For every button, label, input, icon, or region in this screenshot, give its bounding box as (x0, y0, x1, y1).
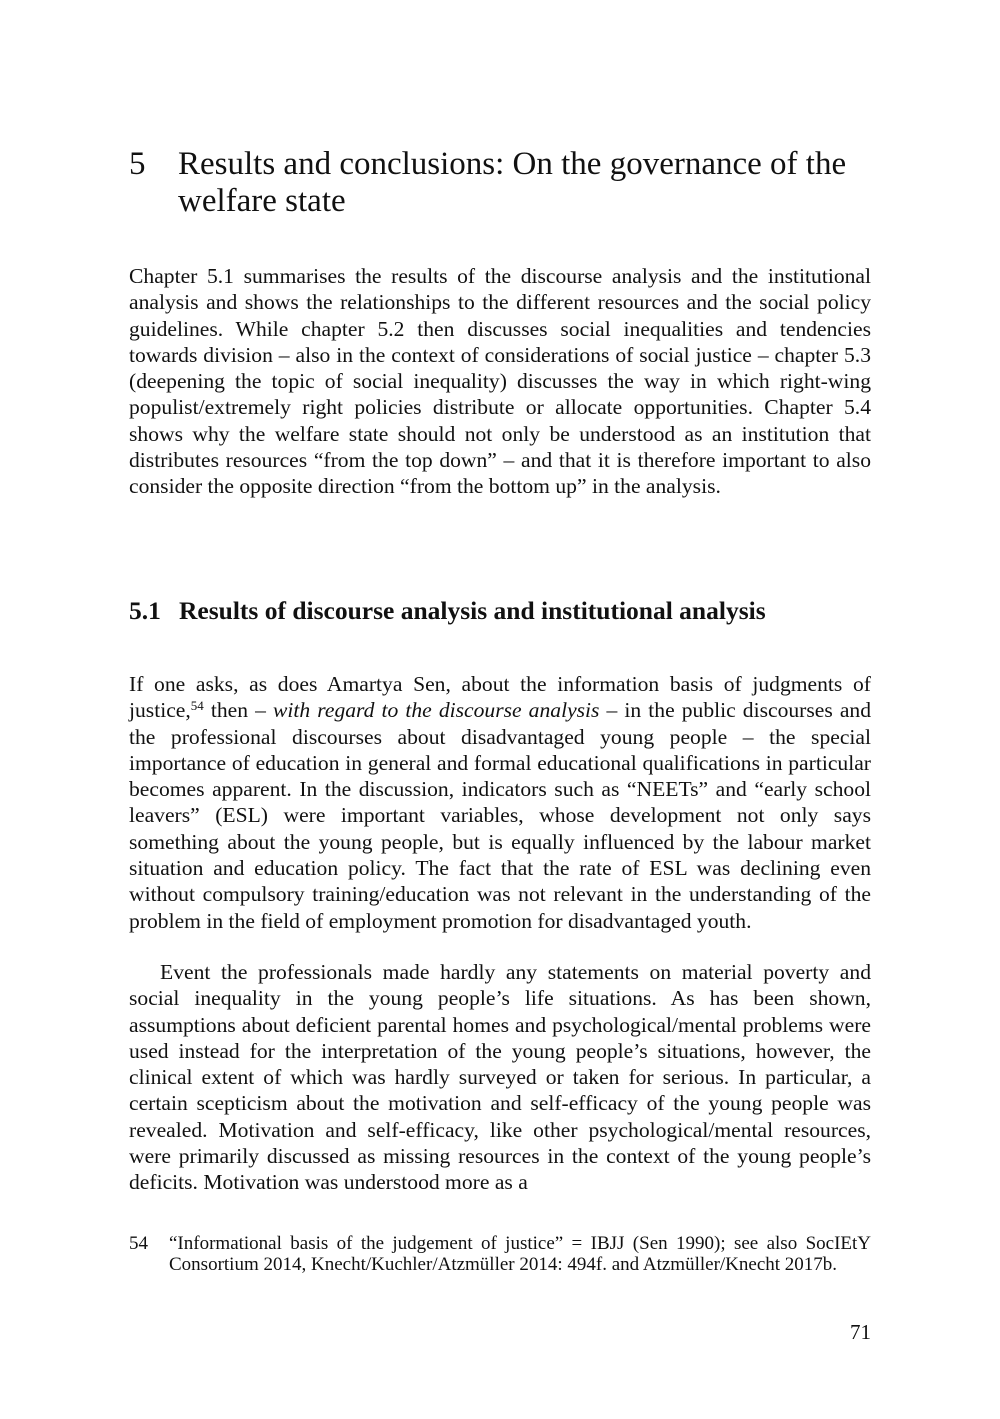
paragraph-1-text-b: then – (203, 698, 273, 723)
paragraph-1-text-a: If one asks, as does Amartya Sen, about the information basis of judgments of justice, (129, 672, 871, 723)
paragraph-1-text-c: – in the public discourses and the professional discourses about disadvantaged young people – the special importance of education in general and formal educational qualifications in particular becomes apparent. In the discussion, indicators such as “NEETs” and “early school leavers” (ESL) were important variables, whose development not only says something about the young people, but is equally influenced by the labour market situation and education policy. The fact that the rate of ESL was declining even without compulsory training/education was not relevant in the understanding of the problem in the field of employment promotion for disadvantaged youth. (129, 698, 871, 933)
section-number: 5.1 (129, 596, 161, 625)
footnote-reference: 54 (190, 698, 204, 714)
page-number: 71 (850, 1320, 871, 1344)
footnote-text: “Informational basis of the judgement of justice” = IBJJ (Sen 1990); see also SocIEtY Consortium 2014, Knecht/Kuchler/Atzmüller 2014: 494f. and Atzmüller/Knecht 2017b. (169, 1233, 871, 1275)
paragraph-1-italic: with regard to the discourse analysis (272, 698, 600, 723)
body-paragraph-2: Event the professionals made hardly any statements on material poverty and social inequality in the young people’s life situations. As has been shown, assumptions about deficient parental homes and psychological/mental problems were used instead for the interpretation of the young people’s situations, however, the clinical extent of which was hardly surveyed or taken for serious. In particular, a certain scepticism about the motivation and self-efficacy of the young people was revealed. Motivation and self-efficacy, like other psychological/mental resources, were primarily discussed as missing resources in the context of the young people’s deficits. Motivation was understood more as a (129, 960, 871, 1195)
chapter-heading (129, 146, 889, 220)
intro-paragraph: Chapter 5.1 summarises the results of the discourse analysis and the institutional analysis and shows the relationships to the different resources and the social policy guidelines. While chapter 5.2 then discusses social inequalities and tendencies towards division – also in the context of considerations of social justice – chapter 5.3 (deepening the topic of social inequality) discusses the way in which right-wing populist/extremely right policies distribute or allocate opportunities. Chapter 5.4 shows why the welfare state should not only be understood as an institution that distributes resources “from the top down” – and that it is therefore important to also consider the opposite direction “from the bottom up” in the analysis. (129, 264, 871, 499)
footnote (129, 1233, 871, 1275)
section-title: Results of discourse analysis and institutional analysis (179, 596, 766, 625)
footnote-number: 54 (129, 1233, 148, 1254)
chapter-title: Results and conclusions: On the governance of the welfare state (178, 146, 847, 219)
chapter-number: 5 (129, 146, 146, 182)
body-paragraph-1 (129, 671, 871, 934)
section-heading (129, 595, 889, 627)
